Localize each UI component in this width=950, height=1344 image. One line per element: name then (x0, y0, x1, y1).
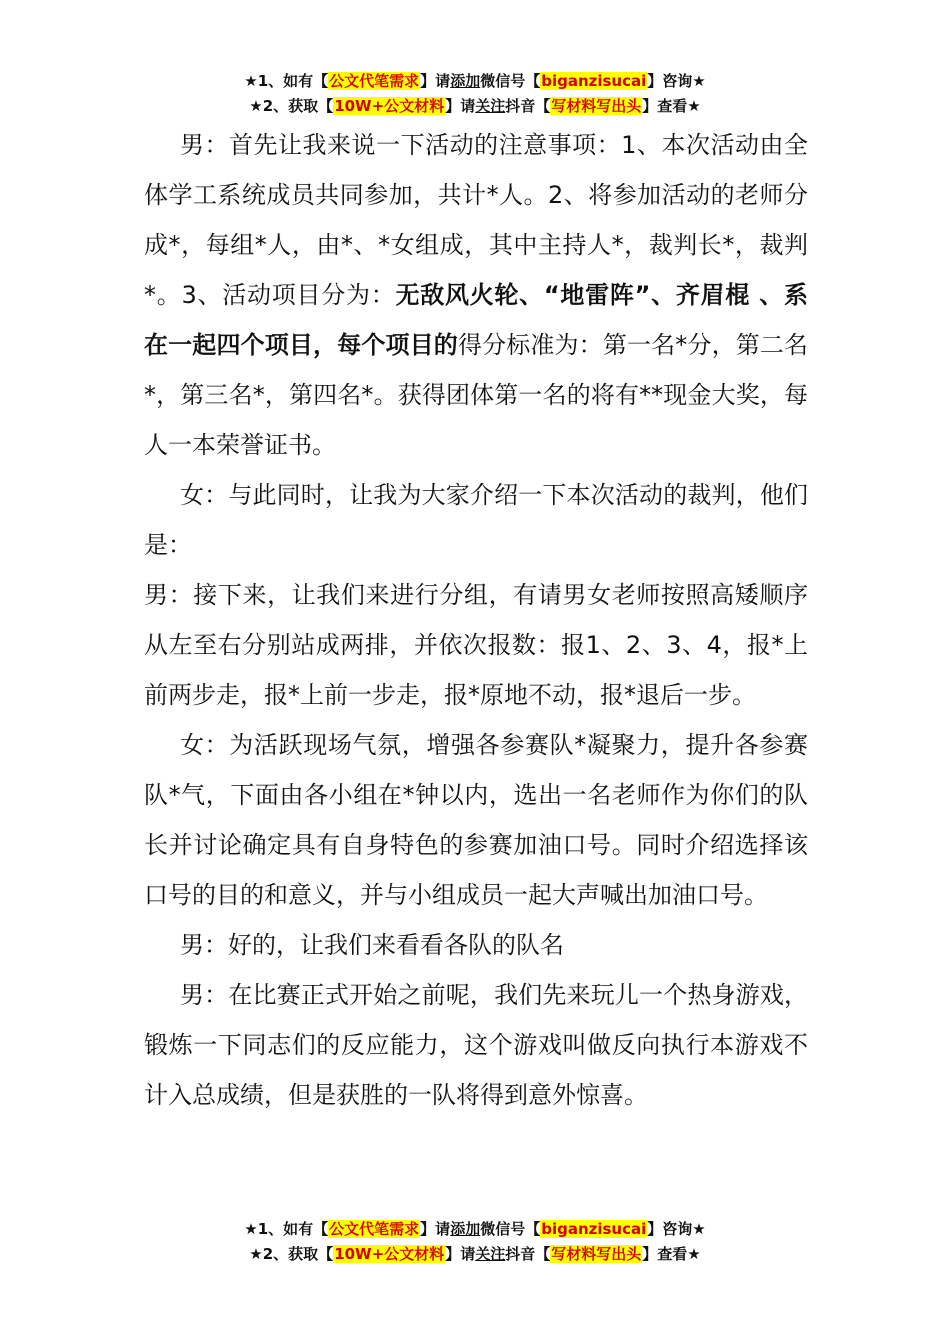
header-banner (0, 69, 950, 119)
banner-line-1: ★1、如有【公文代笔需求】请添加微信号【biganzisucai】咨询★ (244, 1220, 706, 1238)
paragraph-rules: 男：首先让我来说一下活动的注意事项：1、本次活动由全体学工系统成员共同参加，共计*人。2、将参加活动的老师分成*，每组*人，由*、*女组成，其中主持人*，裁判长*，裁判*。3、活动项目分为：无敌风火轮、“地雷阵”、齐眉棍 、系在一起四个项目，每个项目的得分标准为：第一名*分，第二名*，第三名*，第四名*。获得团体第一名的将有**现金大奖，每人一本荣誉证书。 (144, 131, 809, 459)
highlight-wechat-id: biganzisucai (541, 1220, 647, 1238)
paragraph-referees: 女：与此同时，让我为大家介绍一下本次活动的裁判，他们是： (144, 481, 808, 559)
highlight-service: 公文代笔需求 (329, 1220, 420, 1238)
bold-activity-list: 无敌风火轮、“地雷阵”、齐眉棍 、系在一起四个项目，每个项目的 (144, 281, 808, 359)
highlight-douyin-id: 写材料写出头 (551, 97, 642, 115)
banner-line-2: ★2、获取【10W+公文材料】请关注抖音【写材料写出头】查看★ (249, 1245, 701, 1263)
banner-line-2: ★2、获取【10W+公文材料】请关注抖音【写材料写出头】查看★ (249, 97, 701, 115)
banner-line-1: ★1、如有【公文代笔需求】请添加微信号【biganzisucai】咨询★ (244, 72, 706, 90)
paragraph-grouping: 男：接下来，让我们来进行分组，有请男女老师按照高矮顺序从左至右分别站成两排，并依次报数：报1、2、3、4，报*上前两步走，报*上前一步走，报*原地不动，报*退后一步。 (144, 581, 808, 709)
highlight-douyin-id: 写材料写出头 (551, 1245, 642, 1263)
paragraph-slogan: 女：为活跃现场气氛，增强各参赛队*凝聚力，提升各参赛队*气，下面由各小组在*钟以内，选出一名老师作为你们的队长并讨论确定具有自身特色的参赛加油口号。同时介绍选择该口号的目的和意义，并与小组成员一起大声喊出加油口号。 (144, 731, 808, 909)
highlight-wechat-id: biganzisucai (541, 72, 647, 90)
paragraph-warmup: 男：在比赛正式开始之前呢，我们先来玩儿一个热身游戏，锻炼一下同志们的反应能力，这个游戏叫做反向执行本游戏不计入总成绩，但是获胜的一队将得到意外惊喜。 (144, 981, 808, 1109)
highlight-service: 公文代笔需求 (329, 72, 420, 90)
paragraph-team-names: 男：好的，让我们来看看各队的队名 (180, 931, 564, 959)
document-body (144, 120, 808, 1120)
footer-banner (0, 1217, 950, 1267)
highlight-materials: 10W+公文材料 (334, 1245, 445, 1263)
highlight-materials: 10W+公文材料 (334, 97, 445, 115)
